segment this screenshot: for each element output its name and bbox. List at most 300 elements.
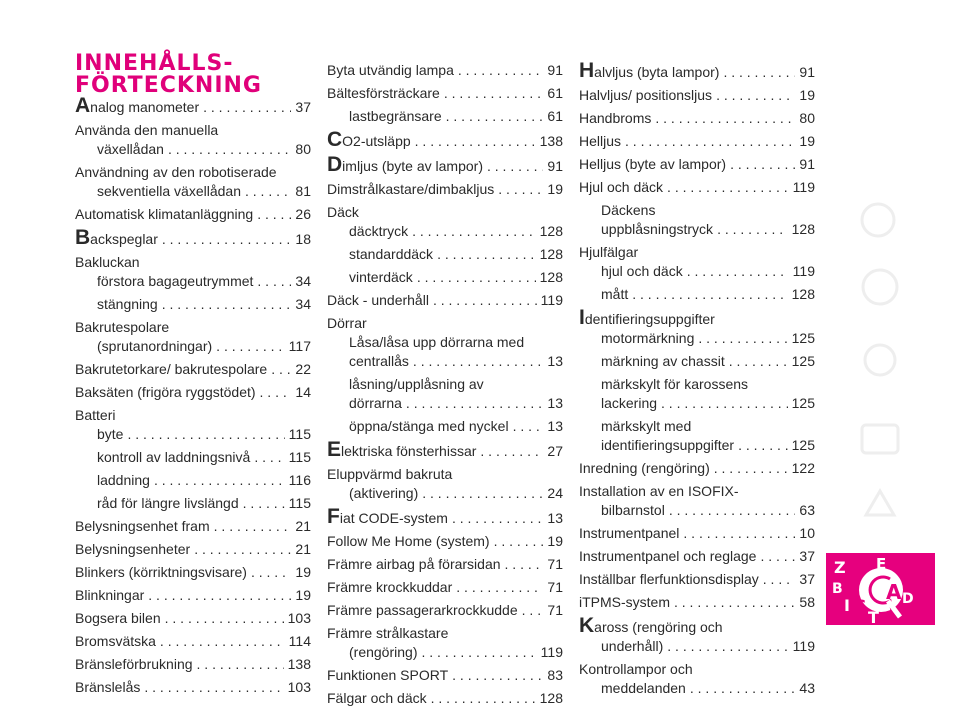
index-heading: Identifieringsuppgifter (579, 306, 715, 329)
index-entry-text: Fälgar och däck (327, 690, 427, 706)
index-link[interactable] (579, 547, 815, 566)
page-number: 114 (288, 633, 311, 649)
index-entry-text: stängning (97, 296, 158, 312)
dot-leader (446, 107, 544, 126)
index-link[interactable] (327, 84, 563, 103)
index-link[interactable] (75, 228, 311, 249)
page-number: 119 (540, 292, 563, 308)
index-entry-text: (sprutanordningar) (97, 338, 213, 354)
index-entry (75, 272, 311, 291)
index-link[interactable] (579, 86, 815, 105)
dot-leader (763, 570, 796, 589)
index-link[interactable] (75, 563, 311, 582)
index-column-2 (327, 61, 563, 712)
page-number: 13 (547, 353, 563, 369)
index-entry-text: standarddäck (349, 246, 434, 262)
page-number: 13 (547, 395, 563, 411)
index-entry (579, 61, 815, 82)
index-entry-text: Helljus (byte av lampor) (579, 156, 727, 172)
index-entry (579, 86, 815, 105)
index-link[interactable] (75, 632, 311, 651)
index-entry-text: Bränslelås (75, 679, 141, 695)
index-entry-text: lastbegränsare (349, 108, 442, 124)
page-number: 19 (799, 87, 815, 103)
index-entry-text: meddelanden (601, 680, 686, 696)
index-link[interactable] (579, 459, 815, 478)
index-entry (327, 532, 563, 551)
index-entry (75, 471, 311, 490)
index-link[interactable] (97, 272, 311, 291)
index-entry-text: Hjul och däck (579, 179, 664, 195)
seatbelt-icon (862, 204, 894, 236)
index-heading: Däck (327, 204, 359, 220)
page-number: 19 (295, 587, 311, 603)
index-link[interactable] (349, 643, 563, 662)
dot-leader (723, 63, 795, 82)
index-entry-text: Belysningsenheter (75, 541, 191, 557)
index-link[interactable] (327, 130, 563, 151)
index-entry-text: Elektriska fönsterhissar (327, 438, 477, 461)
index-heading: Däckens (601, 202, 656, 218)
page-number: 115 (288, 495, 311, 511)
index-entry (579, 308, 815, 329)
title-line-1: INNEHÅLLS- (75, 51, 234, 76)
index-entry-text: CO2-utsläpp (327, 128, 411, 151)
index-entry (75, 448, 311, 467)
index-link[interactable] (601, 637, 815, 656)
dot-leader (160, 632, 285, 651)
index-entry (579, 679, 815, 698)
index-entry (327, 375, 563, 394)
page-number: 34 (295, 273, 311, 289)
index-entry (75, 406, 311, 425)
index-heading: märkskylt med (601, 418, 692, 434)
dot-leader (194, 540, 291, 559)
index-heading: Låsa/låsa upp dörrarna med (349, 334, 525, 350)
tab-letter-b: B (832, 581, 843, 597)
page-number: 103 (287, 679, 311, 695)
index-entry (75, 96, 311, 117)
index-heading: Användning av den robotiserade (75, 164, 277, 180)
dot-leader (444, 84, 544, 103)
dot-leader (698, 329, 787, 348)
index-entry-text: Halvljus (byta lampor) (579, 59, 720, 82)
index-link[interactable] (349, 394, 563, 413)
page-number: 58 (799, 594, 815, 610)
tab-letter-d: D (902, 591, 914, 607)
dot-leader (197, 655, 284, 674)
page-number: 115 (288, 426, 311, 442)
index-entry (75, 163, 311, 182)
index-link[interactable] (601, 352, 815, 371)
index-link[interactable] (601, 679, 815, 698)
index-entry (327, 314, 563, 333)
index-entry (579, 482, 815, 501)
index-heading: Kaross (rengöring och (579, 614, 723, 637)
index-entry-text: identifieringsuppgifter (601, 437, 735, 453)
index-link[interactable] (75, 586, 311, 605)
index-entry-text: sekventiella växellådan (97, 183, 241, 199)
dot-leader (144, 678, 283, 697)
page-number: 128 (791, 286, 815, 302)
dot-leader (168, 140, 291, 159)
index-entry-text: byte (97, 426, 124, 442)
index-link[interactable] (601, 262, 815, 281)
index-entry (327, 624, 563, 643)
index-entry-text: iTPMS-system (579, 594, 670, 610)
index-link[interactable] (97, 295, 311, 314)
dot-leader (738, 436, 788, 455)
index-entry-text: råd för längre livslängd (97, 495, 239, 511)
index-entry (327, 666, 563, 685)
index-entry (327, 689, 563, 708)
dot-leader (729, 352, 788, 371)
index-entry (579, 660, 815, 679)
page-number: 125 (791, 395, 815, 411)
page-number: 19 (799, 133, 815, 149)
index-link[interactable] (349, 222, 563, 241)
dot-leader (243, 494, 285, 513)
dot-leader (415, 132, 536, 151)
index-link[interactable] (579, 570, 815, 589)
index-entry-text: (aktivering) (349, 485, 419, 501)
index-entry (579, 352, 815, 371)
tab-letter-c: C (854, 596, 866, 615)
dot-leader (413, 352, 544, 371)
index-heading: Batteri (75, 407, 116, 423)
index-heading: Kontrollampor och (579, 661, 693, 677)
index-link[interactable] (579, 61, 815, 82)
index-link[interactable] (579, 109, 815, 128)
index-link[interactable] (97, 182, 311, 201)
index-entry (579, 285, 815, 304)
index-entry (579, 436, 815, 455)
index-entry-text: motormärkning (601, 330, 695, 346)
index-entry (75, 494, 311, 513)
index-entry-text: Halvljus/ positionsljus (579, 87, 713, 103)
dot-leader (513, 417, 544, 436)
page-number: 24 (547, 485, 563, 501)
index-entry (75, 655, 311, 674)
dot-leader (245, 182, 291, 201)
index-entry-text: laddning (97, 472, 150, 488)
page-number: 19 (295, 564, 311, 580)
tab-letter-t: T (868, 608, 879, 625)
page-number: 91 (547, 62, 563, 78)
index-link[interactable] (97, 337, 311, 356)
index-heading: Använda den manuella (75, 122, 219, 138)
page-number: 14 (295, 384, 311, 400)
page-number: 19 (547, 181, 563, 197)
index-link[interactable] (327, 532, 563, 551)
index-entry (75, 425, 311, 444)
index-entry (327, 555, 563, 574)
index-link[interactable] (327, 689, 563, 708)
index-entry-text: Bromsvätska (75, 633, 156, 649)
page-number: 37 (295, 99, 311, 115)
index-entry-text: mått (601, 286, 629, 302)
index-entry (579, 155, 815, 174)
index-link[interactable] (601, 394, 815, 413)
index-link[interactable] (75, 540, 311, 559)
index-entry (327, 222, 563, 241)
page-number: 91 (799, 156, 815, 172)
index-link[interactable] (327, 291, 563, 310)
index-entry (327, 507, 563, 528)
index-entry-text: Fiat CODE-system (327, 505, 448, 528)
index-entry (327, 130, 563, 151)
index-entry-text: Inställbar flerfunktionsdisplay (579, 571, 759, 587)
dot-leader (667, 178, 789, 197)
title-line-2: FÖRTECKNING (75, 73, 262, 98)
dot-leader (431, 689, 536, 708)
page-number: 63 (799, 502, 815, 518)
index-link[interactable] (349, 268, 563, 287)
index-entry-text: Främre krockkuddar (327, 579, 453, 595)
index-entry-text: Baksäten (frigöra ryggstödet) (75, 384, 256, 400)
tools-icon (862, 425, 898, 453)
page-number: 10 (799, 525, 815, 541)
index-entry (327, 417, 563, 436)
dot-leader (458, 61, 544, 80)
index-link[interactable] (349, 107, 563, 126)
dot-leader (271, 360, 291, 379)
index-entry-text: växellådan (97, 141, 164, 157)
index-entry (327, 268, 563, 287)
page-number: 128 (791, 221, 815, 237)
dot-leader (254, 448, 284, 467)
index-entry-text: Blinkningar (75, 587, 145, 603)
index-link[interactable] (579, 132, 815, 151)
index-link[interactable] (349, 245, 563, 264)
index-entry (75, 182, 311, 201)
index-entry (75, 678, 311, 697)
index-link[interactable] (75, 360, 311, 379)
index-entry-text: Bakrutetorkare/ bakrutespolare (75, 361, 268, 377)
dot-leader (498, 180, 543, 199)
index-entry (579, 459, 815, 478)
index-entry-text: Främre passagerarkrockkudde (327, 602, 518, 618)
index-entry (579, 178, 815, 197)
index-entry (75, 609, 311, 628)
page-number: 71 (547, 579, 563, 595)
dot-leader (452, 666, 543, 685)
tab-letter-z: Z (834, 558, 846, 577)
index-link[interactable] (327, 440, 563, 461)
index-entry (75, 540, 311, 559)
index-entry (579, 394, 815, 413)
index-column-3 (579, 61, 815, 702)
index-entry (579, 501, 815, 520)
index-entry (75, 253, 311, 272)
index-link[interactable] (75, 678, 311, 697)
page-number: 21 (295, 518, 311, 534)
index-entry (75, 360, 311, 379)
alphabetical-index-tab[interactable] (826, 553, 935, 625)
index-link[interactable] (349, 484, 563, 503)
dot-leader (203, 98, 291, 117)
page-number: 91 (547, 158, 563, 174)
dot-leader (412, 222, 536, 241)
index-entry-text: Bältesförsträckare (327, 85, 440, 101)
index-link[interactable] (579, 178, 815, 197)
page-number: 125 (791, 330, 815, 346)
page-number: 122 (791, 460, 815, 476)
index-link[interactable] (97, 471, 311, 490)
index-entry (75, 121, 311, 140)
dot-leader (661, 394, 788, 413)
index-heading: Hjulfälgar (579, 244, 639, 260)
index-link[interactable] (327, 507, 563, 528)
index-entry-text: Analog manometer (75, 94, 200, 117)
index-entry (75, 318, 311, 337)
index-entry-text: Instrumentpanel (579, 525, 680, 541)
index-link[interactable] (601, 436, 815, 455)
index-link[interactable] (601, 220, 815, 239)
index-entry-text: däcktryck (349, 223, 409, 239)
index-entry-text: vinterdäck (349, 269, 413, 285)
page-number: 119 (792, 179, 815, 195)
index-entry (579, 243, 815, 262)
index-entry (327, 61, 563, 80)
page-number: 138 (539, 133, 563, 149)
index-entry (75, 586, 311, 605)
index-link[interactable] (579, 593, 815, 612)
dot-leader (406, 394, 544, 413)
dot-leader (148, 586, 291, 605)
index-entry-text: Belysningsenhet fram (75, 518, 210, 534)
index-link[interactable] (97, 448, 311, 467)
index-link[interactable] (75, 609, 311, 628)
index-entry (327, 484, 563, 503)
index-entry-text: Dimstrålkastare/dimbakljus (327, 181, 495, 197)
index-link[interactable] (75, 383, 311, 402)
index-entry (327, 155, 563, 176)
steering-wheel-icon (863, 270, 897, 304)
index-heading: Bakluckan (75, 254, 140, 270)
page-number: 18 (295, 231, 311, 247)
index-entry (327, 601, 563, 620)
dot-leader (437, 245, 536, 264)
index-entry-text: dörrarna (349, 395, 402, 411)
index-link[interactable] (579, 524, 815, 543)
index-link[interactable] (327, 555, 563, 574)
index-entry (327, 333, 563, 352)
index-link[interactable] (97, 494, 311, 513)
tab-letter-a: A (886, 580, 902, 604)
index-heading: Dörrar (327, 315, 367, 331)
dot-leader (760, 547, 795, 566)
index-entry (75, 563, 311, 582)
index-entry (75, 228, 311, 249)
page-number: 19 (547, 533, 563, 549)
index-entry (75, 337, 311, 356)
page-number: 128 (539, 269, 563, 285)
page-number: 27 (547, 443, 563, 459)
page-number: 71 (547, 556, 563, 572)
dot-leader (632, 285, 787, 304)
page-number: 37 (799, 571, 815, 587)
index-entry-text: öppna/stänga med nyckel (349, 418, 509, 434)
index-entry (579, 524, 815, 543)
dot-leader (165, 609, 284, 628)
index-entry (75, 140, 311, 159)
dot-leader (257, 272, 291, 291)
index-entry-text: Bogsera bilen (75, 610, 161, 626)
index-heading: låsning/upplåsning av (349, 376, 484, 392)
index-link[interactable] (349, 352, 563, 371)
index-entry (579, 220, 815, 239)
index-entry (75, 205, 311, 224)
dot-leader (162, 295, 292, 314)
index-link[interactable] (349, 417, 563, 436)
page-number: 117 (288, 338, 311, 354)
dot-leader (625, 132, 795, 151)
index-link[interactable] (327, 61, 563, 80)
index-entry-text: förstora bagageutrymmet (97, 273, 254, 289)
chapter-icons-strip (826, 175, 935, 551)
dot-leader (127, 425, 284, 444)
index-entry-text: Helljus (579, 133, 622, 149)
index-entry (579, 637, 815, 656)
index-entry (327, 84, 563, 103)
index-link[interactable] (75, 517, 311, 536)
index-link[interactable] (75, 96, 311, 117)
dot-leader (422, 484, 543, 503)
page-number: 21 (295, 541, 311, 557)
index-link[interactable] (601, 329, 815, 348)
index-entry-text: uppblåsningstryck (601, 221, 714, 237)
index-entry-text: Handbroms (579, 110, 652, 126)
page-number: 125 (791, 353, 815, 369)
page-number: 37 (799, 548, 815, 564)
index-link[interactable] (327, 578, 563, 597)
index-link[interactable] (97, 425, 311, 444)
index-entry-text: kontroll av laddningsnivå (97, 449, 251, 465)
dot-leader (154, 471, 285, 490)
dot-leader (251, 563, 291, 582)
index-heading: Installation av en ISOFIX- (579, 483, 739, 499)
warning-light-icon (865, 345, 895, 375)
index-link[interactable] (97, 140, 311, 159)
index-entry (327, 578, 563, 597)
index-link[interactable] (75, 205, 311, 224)
index-entry (75, 383, 311, 402)
index-entry (75, 632, 311, 651)
index-entry (579, 329, 815, 348)
index-link[interactable] (75, 655, 311, 674)
index-entry (579, 132, 815, 151)
index-link[interactable] (327, 155, 563, 176)
index-link[interactable] (327, 180, 563, 199)
index-entry-text: Främre airbag på förarsidan (327, 556, 501, 572)
index-entry (75, 295, 311, 314)
index-link[interactable] (579, 155, 815, 174)
index-link[interactable] (601, 285, 815, 304)
index-entry-text: Byta utvändig lampa (327, 62, 454, 78)
page-number: 83 (547, 667, 563, 683)
dot-leader (717, 220, 788, 239)
index-link[interactable] (327, 601, 563, 620)
page-number: 43 (799, 680, 815, 696)
index-link[interactable] (327, 666, 563, 685)
dot-leader (456, 578, 543, 597)
index-entry-text: Blinkers (körriktningsvisare) (75, 564, 247, 580)
index-link[interactable] (601, 501, 815, 520)
page-number: 125 (791, 437, 815, 453)
index-entry (579, 109, 815, 128)
index-entry (327, 203, 563, 222)
